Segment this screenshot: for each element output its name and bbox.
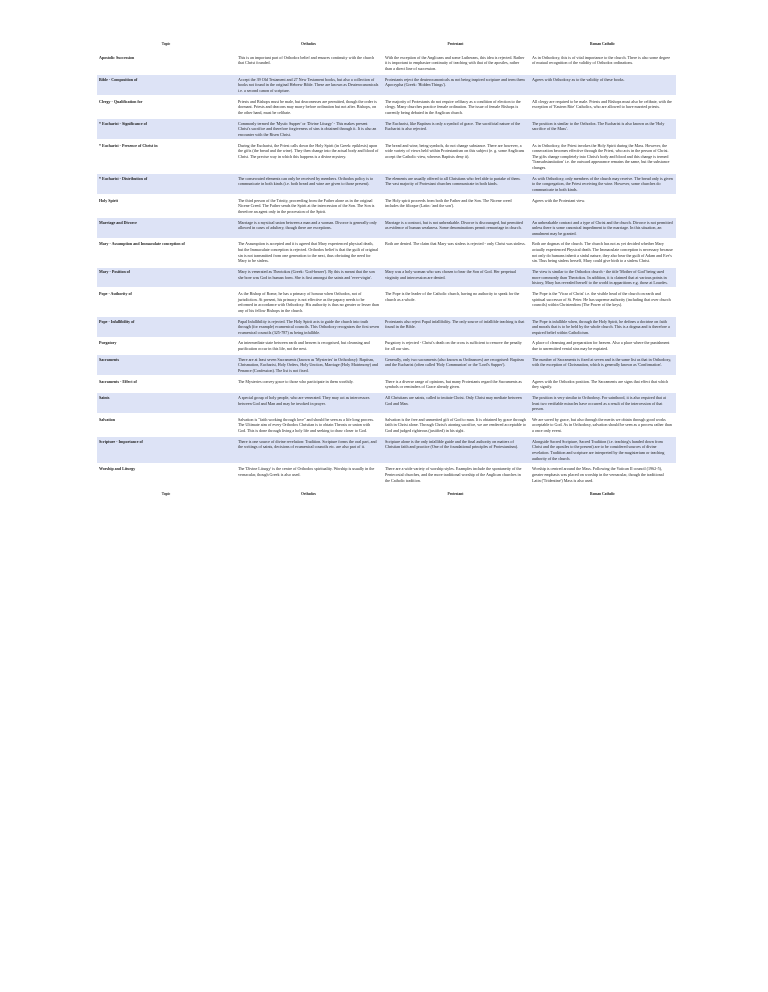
table-row (97, 119, 676, 139)
topic-cell: Scripture - Importance of (97, 437, 235, 463)
topic-cell: Clergy - Qualification for (97, 97, 235, 117)
protestant-cell: Both are denied. The claim that Mary was sinless is rejected - only Christ was sinless. (382, 240, 529, 266)
orthodox-cell: Salvation is "faith working through love" and should be seen as a life long process. The Ultimate aim of every Orthodox Christian is to obtain Theosis or union with God. This is done through living a holy life and seeking to draw closer to God. (235, 415, 382, 435)
orthodox-cell: The consecrated elements can only be received by members. Orthodox policy is to communicate in both kinds (i.e. both bread and wine are given to those present). (235, 174, 382, 194)
protestant-cell: The bread and wine, being symbols, do not change substance. There are however, a wide variety of views held within Protestantism on this subject (e. g. some Anglicans accept the Catholic view, whereas Baptists deny it). (382, 141, 529, 172)
topic-cell: Pope - Infallibility of (97, 317, 235, 337)
roman-catholic-cell: Agrees with Orthodoxy as to the validity of these books. (529, 75, 676, 95)
roman-catholic-cell: Agrees with the Protestant view. (529, 196, 676, 216)
header-roman-catholic: Roman Catholic (589, 42, 616, 46)
topic-cell: Worship and Liturgy (97, 465, 235, 485)
topic-cell: Holy Spirit (97, 196, 235, 216)
table-footer (97, 487, 676, 501)
roman-catholic-cell: The view is similar to the Orthodox church - the title 'Mother of God' being used more commonly than Theotokos. In addition, it is claimed that at various points in history, Mary has revealed herself to the world in apparitions e.g. those at Lourdes. (529, 268, 676, 288)
protestant-cell: Generally, only two sacraments (also known as Ordinances) are recognised: Baptism and the Eucharist (often called 'Holy Communion' or the 'Lord's Supper'). (382, 355, 529, 375)
orthodox-cell: This is an important part of Orthodox belief and ensures continuity with the church that Christ founded. (235, 53, 382, 73)
table-row (97, 196, 676, 216)
table-row (97, 377, 676, 391)
orthodox-cell: Papal Infallibility is rejected. The Holy Spirit acts to guide the church into truth through (for example) ecumenical councils. This Orthodoxy recognizes the first seven ecumenical councils (325-787) as being infallible. (235, 317, 382, 337)
table-row (97, 393, 676, 413)
roman-catholic-cell: The number of Sacraments is fixed at seven and is the same list as that in Orthodoxy, with the exception of Chrismation, which is generally known as 'Confirmation'. (529, 355, 676, 375)
table-row (97, 317, 676, 337)
protestant-cell: The majority of Protestants do not require celibacy as a condition of election to the clergy. Many churches practice female ordination. The issue of female Bishops is currently being debated in the Anglican church. (382, 97, 529, 117)
orthodox-cell: Accept the 39 Old Testament and 27 New Testament books, but also a collection of books not found in the original Hebrew Bible. These are known as Deuterocanonicals i.e. a second canon of scripture. (235, 75, 382, 95)
table-row (97, 218, 676, 238)
footer-orthodox: Orthodox (301, 491, 316, 496)
protestant-cell: Purgatory is rejected - Christ's death on the cross is sufficient to remove the penalty for all our sins. (382, 339, 529, 353)
topic-cell: * Eucharist - Distribution of (97, 174, 235, 194)
protestant-cell: All Christians are saints, called to imitate Christ. Only Christ may mediate between God and Man. (382, 393, 529, 413)
topic-cell: Sacraments (97, 355, 235, 375)
protestant-cell: Protestants reject the deuterocanonicals as not being inspired scripture and term them Apocrypha (Greek: 'Hidden Things'). (382, 75, 529, 95)
protestant-cell: There are a wide variety of worship styles. Examples include the spontaneity of the Pentecostal churches, and the more traditional worship of the Anglican churches in the Catholic tradition. (382, 465, 529, 485)
protestant-cell: Mary was a holy woman who was chosen to bear the Son of God. Her perpetual virginity and intercession are denied. (382, 268, 529, 288)
orthodox-cell: During the Eucharist, the Priest calls down the Holy Spirit (in Greek: epiklesis) upon the gifts (the bread and the wine). They then change into the actual body and blood of Christ. The precise way in which this happens is a divine mystery. (235, 141, 382, 172)
roman-catholic-cell: Agrees with the Orthodox position. The Sacraments are signs that effect that which they signify. (529, 377, 676, 391)
protestant-cell: The elements are usually offered to all Christians who feel able to partake of them. The vast majority of Protestant churches communicate in both kinds. (382, 174, 529, 194)
topic-cell: Apostolic Succession (97, 53, 235, 73)
table-body (97, 53, 676, 484)
footer-protestant: Protestant (447, 491, 464, 496)
topic-cell: Purgatory (97, 339, 235, 353)
orthodox-cell: The Mysteries convey grace to those who participate in them worthily. (235, 377, 382, 391)
roman-catholic-cell: Worship is centred around the Mass. Following the Vatican II council (1962-5), greater emphasis was placed on worship in the vernacular, though the traditional Latin ('Tridentine') Mass is also used. (529, 465, 676, 485)
table-row (97, 240, 676, 266)
table-row (97, 437, 676, 463)
orthodox-cell: Commonly termed the 'Mystic Supper' or 'Divine Liturgy' - This makes present Christ's sacrifice and therefore forgiveness of sins is obtained through it. It is also an encounter with the Risen Christ. (235, 119, 382, 139)
protestant-cell: Salvation is the free and unmerited gift of God to man. It is obtained by grace through faith in Christ alone. Through Christ's atoning sacrifice, we are rendered acceptable to God and judged righteous (justified) in his sight. (382, 415, 529, 435)
table-row (97, 141, 676, 172)
orthodox-cell: Marriage is a mystical union between a man and a woman. Divorce is generally only allowed in cases of adultery, though there are exceptions. (235, 218, 382, 238)
topic-cell: Saints (97, 393, 235, 413)
orthodox-cell: There is one source of divine revelation: Tradition. Scripture forms the oral part, and the writings of saints, decisions of ecumenical councils etc. are also part of it. (235, 437, 382, 463)
topic-cell: Sacraments - Effect of (97, 377, 235, 391)
topic-cell: * Eucharist - Presence of Christ in (97, 141, 235, 172)
roman-catholic-cell: Both are dogmas of the church. The church has not as yet decided whether Mary actually experienced Physical death. The Immaculate conception is necessary because not only do humans inherit a sinful nature, they also bear the guilt of Adam and Eve's sin. Thus being sinless herself, Mary could give birth to a sinless Christ. (529, 240, 676, 266)
table-row (97, 75, 676, 95)
roman-catholic-cell: As in Orthodoxy, this is of vital importance to the church. There is also some degree of mutual recognition of the validity of Orthodox ordinations. (529, 53, 676, 73)
protestant-cell: There is a diverse range of opinions, but many Protestants regard the Sacraments as symbols or reminders of Grace already given. (382, 377, 529, 391)
roman-catholic-cell: As with Orthodoxy, only members of the church may receive. The bread only is given to the congregation, the Priest receiving the wine. However, some churches do communicate in both kinds. (529, 174, 676, 194)
protestant-cell: The Holy spirit proceeds from both the Father and the Son. The Nicene creed includes the filioque (Latin: 'and the son'). (382, 196, 529, 216)
roman-catholic-cell: All clergy are required to be male. Priests and Bishops must also be celibate, with the exception of 'Eastern Rite' Catholics, who are allowed to have married priests. (529, 97, 676, 117)
orthodox-cell: The Assumption is accepted and it is agreed that Mary experienced physical death, but the Immaculate conception is rejected. Orthodox belief is that the guilt of original sin is not transmitted from one generation to the next, thus obviating the need for Mary to be sinless. (235, 240, 382, 266)
orthodox-cell: Mary is venerated as Theotokos (Greek: 'God-bearer'). By this is meant that the son she bore was God in human form. She is first amongst the saints and 'ever-virgin'. (235, 268, 382, 288)
table-header (97, 38, 676, 51)
topic-cell: Marriage and Divorce (97, 218, 235, 238)
topic-cell: Pope - Authority of (97, 289, 235, 315)
orthodox-cell: The 'Divine Liturgy' is the centre of Orthodox spirituality. Worship is usually in the vernacular, though Greek is also used. (235, 465, 382, 485)
roman-catholic-cell: We are saved by grace, but also through the merits we obtain through good works acceptable to God. As in Orthodoxy, salvation should be seen as a process rather than a once only event. (529, 415, 676, 435)
protestant-cell: Scripture alone is the only infallible guide and the final authority on matters of Christian faith and practice (One of the foundational principles of Protestantism). (382, 437, 529, 463)
header-protestant: Protestant (447, 42, 464, 46)
topic-cell: Salvation (97, 415, 235, 435)
orthodox-cell: As the Bishop of Rome, he has a primacy of honour when Orthodox, not of jurisdiction. At present, his primacy is not effective as the papacy needs to be reformed in accordance with Orthodoxy. His authority is thus no greater or lesser than any of his fellow Bishops in the church. (235, 289, 382, 315)
orthodox-cell: A special group of holy people, who are venerated. They may act as intercessors between God and Man and may be invoked in prayer. (235, 393, 382, 413)
topic-cell: Mary - Position of (97, 268, 235, 288)
protestant-cell: With the exception of the Anglicans and some Lutherans, this idea is rejected. Rather it is important to emphasize continuity of teaching with that of the apostles, rather than a direct line of succession. (382, 53, 529, 73)
orthodox-cell: The third person of the Trinity, proceeding from the Father alone as in the original Nicene Creed. The Father sends the Spirit at the intercession of the Son. The Son is therefore an agent only in the procession of the Spirit. (235, 196, 382, 216)
topic-cell: * Eucharist - Significance of (97, 119, 235, 139)
roman-catholic-cell: The position is similar to the Orthodox. The Eucharist is also known as the 'Holy sacrifice of the Mass'. (529, 119, 676, 139)
header-topic: Topic (161, 42, 171, 46)
roman-catholic-cell: Alongside Sacred Scripture, Sacred Tradition (i.e. teaching's handed down from Christ and the apostles to the present) are to be considered sources of divine revelation. Tradition and scripture are interpreted by the magisterium or teaching authority of the church. (529, 437, 676, 463)
orthodox-cell: Priests and Bishops must be male, but deaconesses are permitted, though the order is dormant. Priests and deacons may marry before ordination but not after. Bishops, on the other hand, must be celibate. (235, 97, 382, 117)
protestant-cell: The Pope is the leader of the Catholic church, having no authority to speak for the church as a whole. (382, 289, 529, 315)
roman-catholic-cell: As in Orthodoxy, the Priest invokes the Holy Spirit during the Mass. However, the consecration becomes effective through the Priest, who acts in the person of Christ. The gifts change completely into Christ's body and blood and this change is termed 'Transubstantiation' i.e. the outward appearance remains the same, but the substance changes. (529, 141, 676, 172)
comparison-document (97, 36, 676, 503)
table-row (97, 97, 676, 117)
protestant-cell: The Eucharist, like Baptism is only a symbol of grace. The sacrificial nature of the Eucharist is also rejected. (382, 119, 529, 139)
footer-roman-catholic: Roman Catholic (589, 491, 616, 496)
table-row (97, 415, 676, 435)
table-row (97, 174, 676, 194)
table-row (97, 289, 676, 315)
topic-cell: Mary - Assumption and Immaculate conception of (97, 240, 235, 266)
table-row (97, 339, 676, 353)
header-orthodox: Orthodox (301, 42, 316, 46)
orthodox-cell: There are at least seven Sacraments (known as 'Mysteries' in Orthodoxy): Baptism, Chrismation, Eucharist, Holy Orders, Holy Unction, Marriage (Holy Matrimony) and Penance (Confession). The list is not fixed. (235, 355, 382, 375)
table-row (97, 53, 676, 73)
table-row (97, 355, 676, 375)
protestant-cell: Marriage is a contract, but is not unbreakable. Divorce is discouraged, but permitted as evidence of human weakness. Some denominations permit remarriage in church. (382, 218, 529, 238)
roman-catholic-cell: The Pope is infallible when, through the Holy Spirit, he defines a doctrine on faith and morals that is to be held by the whole church. This is a dogma and is therefore a required belief within Catholicism. (529, 317, 676, 337)
footer-topic: Topic (161, 491, 171, 496)
roman-catholic-cell: The Pope is the 'Vicar of Christ' i.e. the visible head of the church on earth and spiritual successor of St. Peter. He has supreme authority (including that over church councils) within Christendom (The Power of the keys). (529, 289, 676, 315)
table-row (97, 268, 676, 288)
orthodox-cell: An intermediate state between earth and heaven is recognised, but cleansing and purification occur in this life, not the next. (235, 339, 382, 353)
protestant-cell: Protestants also reject Papal infallibility. The only source of infallible teaching is that found in the Bible. (382, 317, 529, 337)
roman-catholic-cell: An unbreakable contract and a type of Christ and the church. Divorce is not permitted unless there is some canonical impediment to the marriage. In this situation, an annulment may be granted. (529, 218, 676, 238)
topic-cell: Bible - Composition of (97, 75, 235, 95)
comparison-table (97, 36, 676, 503)
roman-catholic-cell: The position is very similar to Orthodoxy. For sainthood, it is also required that at least two verifiable miracles have occurred as a result of the intercession of that person. (529, 393, 676, 413)
roman-catholic-cell: A place of cleansing and preparation for heaven. Also a place where the punishment due to unremitted venial sins may be expiated. (529, 339, 676, 353)
table-row (97, 465, 676, 485)
